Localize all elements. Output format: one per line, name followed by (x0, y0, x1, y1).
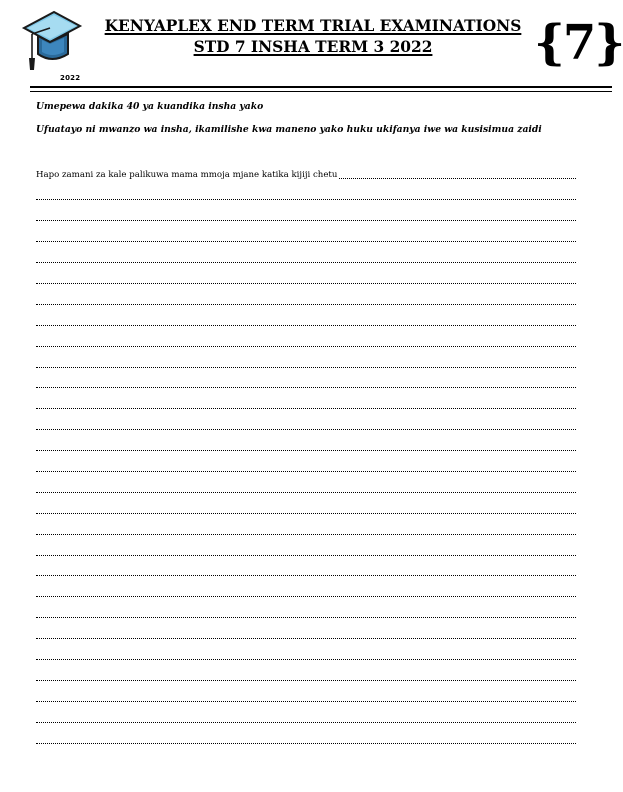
essay-starter-text: Hapo zamani za kale palikuwa mama mmoja mjane katika kijiji chetu (36, 170, 338, 180)
writing-line[interactable] (36, 430, 576, 451)
writing-line[interactable] (36, 702, 576, 723)
writing-line[interactable] (36, 514, 576, 535)
exam-title-line-1: KENYAPLEX END TERM TRIAL EXAMINATIONS (104, 17, 522, 35)
writing-line[interactable] (36, 242, 576, 263)
writing-line[interactable] (36, 556, 576, 577)
grade-badge: {7} (534, 15, 623, 71)
writing-line[interactable] (36, 200, 576, 221)
writing-line[interactable] (36, 576, 576, 597)
header-divider-thick (30, 86, 612, 88)
graduation-cap-icon (22, 6, 82, 78)
exam-header (0, 0, 623, 92)
writing-line[interactable] (36, 723, 576, 744)
exam-title (98, 16, 528, 58)
task-instruction: Ufuatayo ni mwanzo wa insha, ikamilishe kwa maneno yako huku ukifanya iwe wa kusisimua zaidi (36, 124, 542, 135)
writing-line[interactable] (36, 305, 576, 326)
logo-year: 2022 (60, 74, 81, 82)
writing-line[interactable] (36, 618, 576, 639)
writing-line[interactable] (36, 180, 576, 201)
writing-line[interactable] (36, 451, 576, 472)
writing-line[interactable] (36, 493, 576, 514)
writing-line[interactable] (36, 660, 576, 681)
header-divider-thin (30, 91, 612, 92)
writing-line[interactable] (36, 368, 576, 389)
writing-line[interactable] (36, 284, 576, 305)
time-instruction: Umepewa dakika 40 ya kuandika insha yako (36, 101, 264, 112)
writing-line[interactable] (36, 535, 576, 556)
writing-line[interactable] (36, 388, 576, 409)
writing-line[interactable] (36, 597, 576, 618)
writing-line[interactable] (36, 221, 576, 242)
writing-line[interactable] (36, 263, 576, 284)
writing-area[interactable] (36, 180, 576, 744)
writing-line[interactable] (36, 347, 576, 368)
writing-line[interactable] (36, 326, 576, 347)
writing-line[interactable] (36, 409, 576, 430)
writing-line[interactable] (36, 681, 576, 702)
writing-line[interactable] (36, 472, 576, 493)
writing-line[interactable] (36, 639, 576, 660)
exam-title-line-2: STD 7 INSHA TERM 3 2022 (193, 38, 433, 56)
